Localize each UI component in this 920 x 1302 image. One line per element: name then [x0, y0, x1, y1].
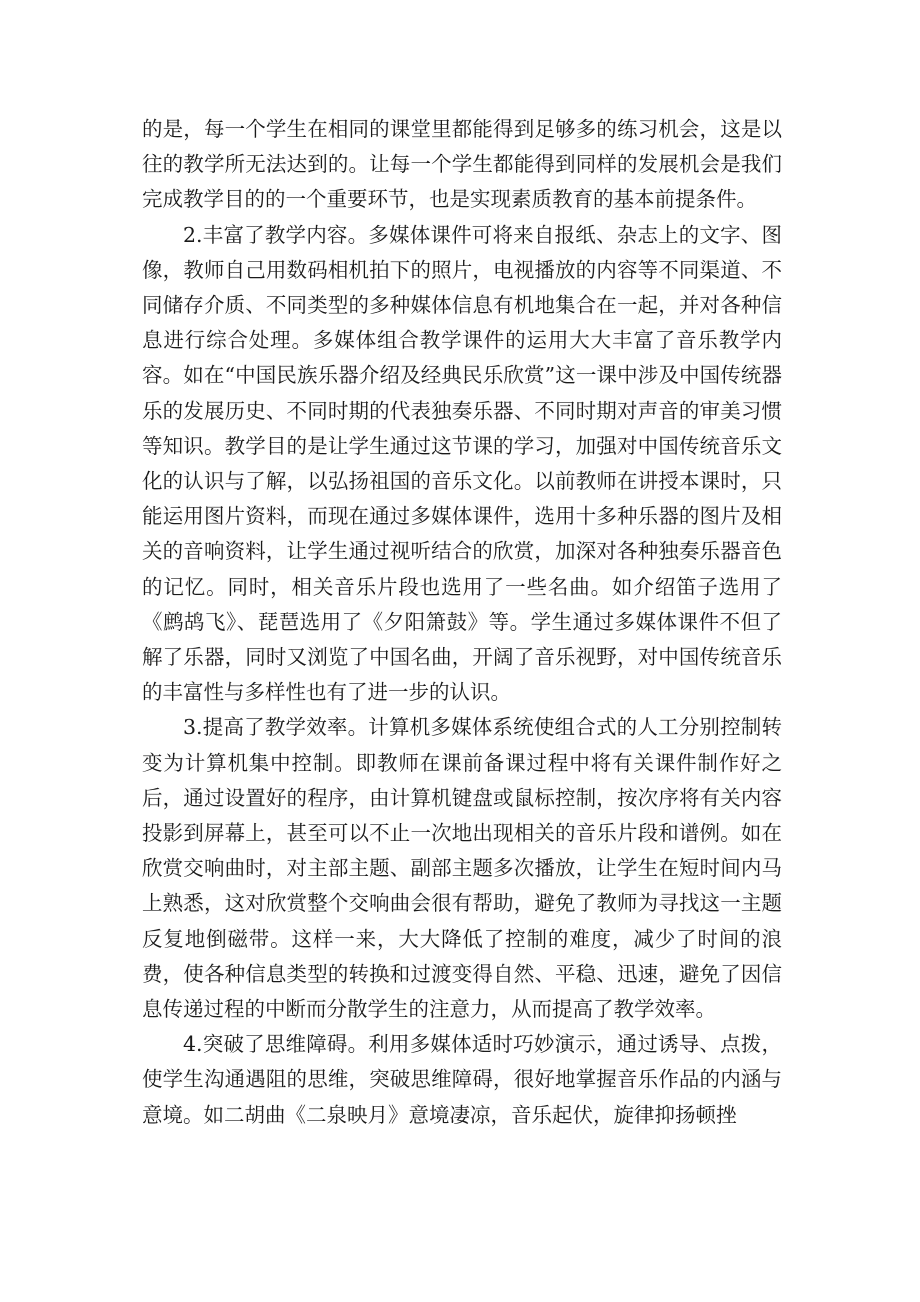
paragraph-point-3: 3.提高了教学效率。计算机多媒体系统使组合式的人工分别控制转变为计算机集中控制。即教师在课前备课过程中将有关课件制作好之后，通过设置好的程序，由计算机键盘或鼠标控制，按次序将有关内容投影到屏幕上，甚至可以不止一次地出现相关的音乐片段和谱例。如在欣赏交响曲时，对主部主题、副部主题多次播放，让学生在短时间内马上熟悉，这对欣赏整个交响曲会很有帮助，避免了教师为寻找这一主题反复地倒磁带。这样一来，大大降低了控制的难度，减少了时间的浪费，使各种信息类型的转换和过渡变得自然、平稳、迅速，避免了因信息传递过程的中断而分散学生的注意力，从而提高了教学效率。: [142, 715, 782, 1022]
paragraph-continuation: 的是，每一个学生在相同的课堂里都能得到足够多的练习机会，这是以往的教学所无法达到的。让每一个学生都能得到同样的发展机会是我们完成教学目的的一个重要环节，也是实现素质教育的基本前提条件。: [142, 117, 782, 212]
paragraph-point-2: 2.丰富了教学内容。多媒体课件可将来自报纸、杂志上的文字、图像，教师自己用数码相机拍下的照片，电视播放的内容等不同渠道、不同储存介质、不同类型的多种媒体信息有机地集合在一起，并对各种信息进行综合处理。多媒体组合教学课件的运用大大丰富了音乐教学内容。如在“中国民族乐器介绍及经典民乐欣赏”这一课中涉及中国传统器乐的发展历史、不同时期的代表独奏乐器、不同时期对声音的审美习惯等知识。教学目的是让学生通过这节课的学习，加强对中国传统音乐文化的认识与了解，以弘扬祖国的音乐文化。以前教师在讲授本课时，只能运用图片资料，而现在通过多媒体课件，选用十多种乐器的图片及相关的音响资料，让学生通过视听结合的欣赏，加深对各种独奏乐器音色的记忆。同时，相关音乐片段也选用了一些名曲。如介绍笛子选用了《鹧鸪飞》、琵琶选用了《夕阳箫鼓》等。学生通过多媒体课件不但了解了乐器，同时又浏览了中国名曲，开阔了音乐视野，对中国传统音乐的丰富性与多样性也有了进一步的认识。: [142, 222, 782, 705]
document-page: [142, 112, 782, 1133]
paragraph-point-4: 4.突破了思维障碍。利用多媒体适时巧妙演示，通过诱导、点拨，使学生沟通遇阻的思维，突破思维障碍，很好地掌握音乐作品的内涵与意境。如二胡曲《二泉映月》意境凄凉，音乐起伏，旋律抑扬顿挫: [142, 1032, 782, 1127]
